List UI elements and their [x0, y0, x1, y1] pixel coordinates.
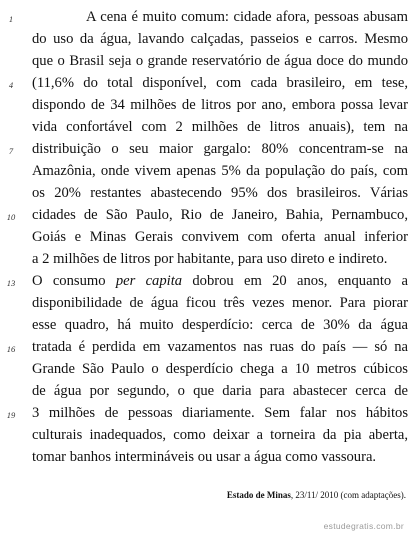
line-number: 19 — [6, 410, 16, 420]
line-number: 16 — [6, 344, 16, 354]
text-line: distribuição o seu maior gargalo: 80% concentram-se na — [32, 141, 408, 157]
text-line: dispondo de 34 milhões de litros por ano, embora possa levar — [32, 97, 408, 113]
site-watermark: estudegratis.com.br — [323, 521, 404, 531]
text-line: Grande São Paulo o desperdício chega a 10 metros cúbicos — [32, 361, 408, 377]
text-line: Amazônia, onde vivem apenas 5% da população do país, com — [32, 163, 408, 179]
source-publication: Estado de Minas — [226, 490, 291, 500]
text-line-rest: dobrou em 20 anos, enquanto a — [192, 273, 408, 289]
line-number: 10 — [6, 212, 16, 222]
text-line: cidades de São Paulo, Rio de Janeiro, Bahia, Pernambuco, — [32, 207, 408, 223]
source-citation — [227, 490, 406, 500]
source-details: , 23/11/ 2010 (com adaptações). — [290, 490, 406, 500]
line-number: 4 — [8, 80, 14, 90]
text-line: do uso da água, lavando calçadas, passeios e carros. Mesmo — [32, 31, 408, 47]
italic-term: per capita — [115, 273, 183, 289]
text-line — [32, 272, 408, 290]
text-line: tomar banhos intermináveis ou usar a água como vassoura. — [32, 449, 377, 465]
text-line: que o Brasil seja o grande reservatório de água doce do mundo — [32, 53, 408, 69]
text-line: culturais inadequados, como deixar a torneira da pia aberta, — [32, 427, 408, 443]
text-line: os 20% restantes abastecendo 95% dos brasileiros. Várias — [32, 185, 408, 201]
text-line-lead: O consumo — [32, 273, 106, 289]
text-line: esse quadro, há muito desperdício: cerca de 30% da água — [32, 317, 408, 333]
text-line: 3 milhões de pessoas diariamente. Sem falar nos hábitos — [32, 405, 408, 421]
text-line: a 2 milhões de litros por habitante, para uso direto e indireto. — [32, 251, 388, 267]
text-line: de água por segundo, o que daria para abastecer cerca de — [32, 383, 408, 399]
line-number: 1 — [8, 14, 14, 24]
line-number: 7 — [8, 146, 14, 156]
text-line: tratada é perdida em vazamentos nas ruas do país — só na — [32, 339, 408, 355]
text-line: vida confortável com 2 milhões de litros anuais), tem na — [32, 119, 408, 135]
text-line: disponibilidade de água ficou três vezes menor. Para piorar — [32, 295, 408, 311]
line-number: 13 — [6, 278, 16, 288]
text-line: (11,6% do total disponível, com cada brasileiro, em tese, — [32, 75, 408, 91]
text-line: Goiás e Minas Gerais convivem com oferta anual inferior — [32, 229, 408, 245]
text-line: A cena é muito comum: cidade afora, pessoas abusam — [86, 9, 408, 25]
